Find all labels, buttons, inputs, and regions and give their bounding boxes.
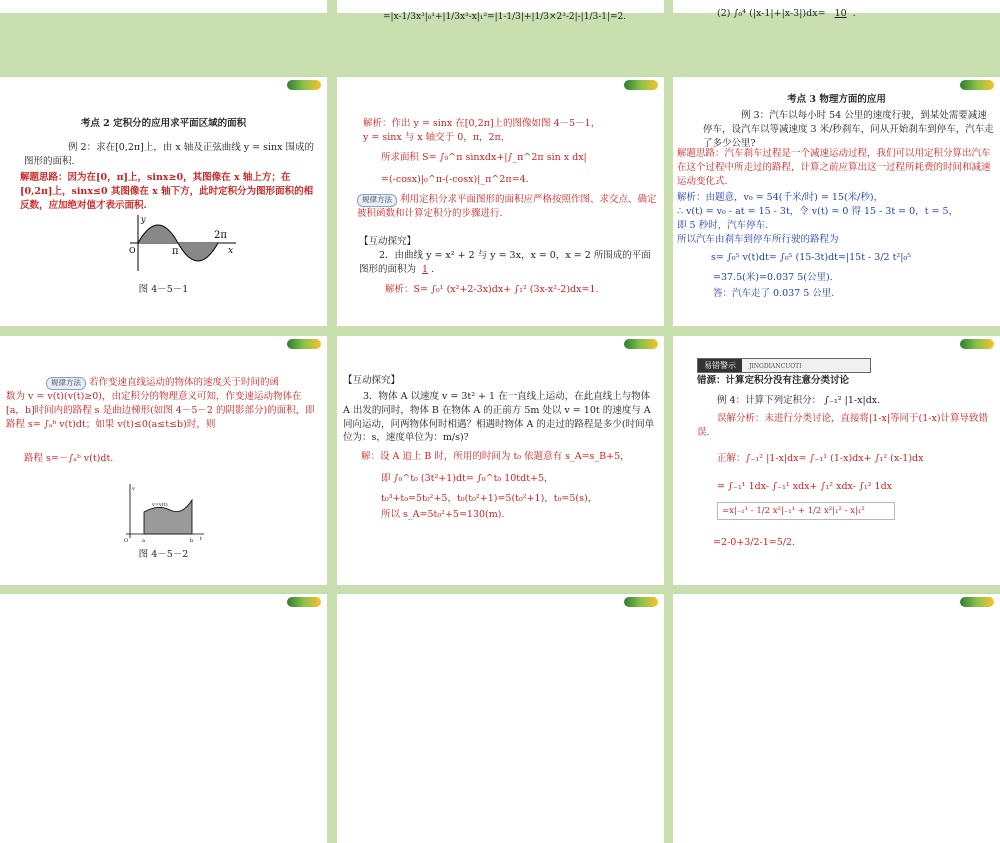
solve-line-2: ∴ v(t) = v₀ - at = 15 - 3t，令 v(t) = 0 得 15 - 3t = 0，t = 5， xyxy=(677,206,959,217)
slide-header-bar xyxy=(337,75,664,93)
solve-line-1: 解析：由题意，v₀ = 54(千米/时) = 15(米/秒)， xyxy=(677,192,884,203)
axis-v-label: v xyxy=(132,486,135,492)
analysis-text: 解题思路：汽车刹车过程是一个减速运动过程，我们可以用定积分算出汽车在这个过程中所走过的路程，计算之前应算出这一过程所耗费的时间和减速运动变化式. xyxy=(677,148,991,187)
slide-bottom-right xyxy=(673,592,1000,843)
slide-top-left xyxy=(0,0,327,13)
solve-line-5: s= ∫₀⁵ v(t)dt= ∫₀⁵ (15-3t)dt=|15t - 3/2 t²|₀⁵ xyxy=(711,252,912,263)
slide-3 xyxy=(673,75,1000,326)
method-line-1: 若作变速直线运动的物体的速度关于时间的函 xyxy=(89,377,280,388)
logo-icon xyxy=(287,80,321,90)
slide-header-bar xyxy=(673,334,1000,352)
question-text: 3．物体 A 以速度 v = 3t² + 1 在一直线上运动，在此直线上与物体 A 出发的同时，物体 B 在物体 A 的正前方 5m 处以 v = 10t 的速度与 A 同向运动，问两物体何时相遇？相遇时物体 A 的走过的路程是多少(时间单位为：s，速度单位为：m/s)? xyxy=(343,391,655,444)
example-text: 例 2：求在[0,2π]上，由 x 轴及正弦曲线 y = sinx 围成的图形的面积. xyxy=(24,142,315,167)
slide-header-bar xyxy=(673,75,1000,93)
method-tag: 规律方法 xyxy=(46,377,86,390)
method-text: 利用定积分求平面图形的面积应严格按照作图、求交点、确定被积函数和计算定积分的步骤进行. xyxy=(357,194,657,219)
solve-line-4: =(-cosx)|₀^π-(-cosx)|_π^2π=4. xyxy=(381,174,529,185)
slide-6 xyxy=(673,334,1000,585)
interact-blank: 1 xyxy=(422,263,429,275)
slide-header-bar xyxy=(337,592,664,610)
right-line-2: = ∫₋₁¹ 1dx- ∫₋₁¹ xdx+ ∫₁² xdx- ∫₁² 1dx xyxy=(717,481,893,492)
logo-icon xyxy=(960,339,994,349)
slide-1 xyxy=(0,75,327,326)
slide-header-bar xyxy=(0,75,327,93)
logo-icon xyxy=(624,80,658,90)
slide-bottom-middle xyxy=(337,592,664,843)
solve-line-6: =37.5(米)=0.037 5(公里). xyxy=(713,272,833,283)
slide-5 xyxy=(337,334,664,585)
logo-icon xyxy=(287,597,321,607)
interact-title: 【互动探究】 xyxy=(359,236,417,247)
slide-title: 考点 2 定积分的应用求平面区域的面积 xyxy=(80,118,247,129)
slide-header-bar xyxy=(0,592,327,610)
interact-question: 2．由曲线 y = x² + 2 与 y = 3x，x = 0，x = 2 所围成的平面图形的面积为 1 . xyxy=(359,250,651,275)
analysis-text: 解题思路：因为在[0，π]上，sinx≥0，其图像在 x 轴上方；在[0,2π]上，sinx≤0 其图像在 x 轴下方，此时定积分为图形面积的相反数，应加绝对值才表示面积. xyxy=(20,172,314,211)
solve-line-1: 解析：作出 y = sinx 在[0,2π]上的图像如图 4－5－1， xyxy=(363,118,601,129)
slide-bottom-left xyxy=(0,592,327,843)
axis-2pi-label: 2π xyxy=(214,230,227,241)
method-block xyxy=(357,193,658,221)
interact-answer: 解析：S= ∫₀¹ (x²+2-3x)dx+ ∫₁² (3x-x²-2)dx=1. xyxy=(385,284,599,295)
interact-title: 【互动探究】 xyxy=(343,375,401,386)
axis-pi-label: π xyxy=(172,246,179,257)
slide-4 xyxy=(0,334,327,585)
graph-curve-label: v=v(t) xyxy=(152,502,168,508)
logo-icon xyxy=(624,339,658,349)
error-banner-sub: JINGDIANCUOTI xyxy=(749,363,802,370)
top-middle-equation: =|x-1/3x³|₀¹+|1/3x³-x|₁²=|1-1/3|+|1/3×2³-2|-|1/3-1|=2. xyxy=(383,12,627,22)
solve-line-4: 所以汽车由刹车到停车所行驶的路程为 xyxy=(677,234,839,245)
axis-o-label: O xyxy=(124,538,129,544)
slide-header-bar xyxy=(673,592,1000,610)
logo-icon xyxy=(960,80,994,90)
logo-icon xyxy=(624,597,658,607)
sine-graph xyxy=(116,213,238,273)
error-banner xyxy=(697,358,871,373)
method-block xyxy=(46,376,319,390)
answer-line-1: 解：设 A 追上 B 时，所用的时间为 t₀ 依题意有 s_A=s_B+5， xyxy=(361,451,630,462)
answer-line-4: 所以 s_A=5t₀²+5=130(m). xyxy=(381,509,505,520)
solve-line-2: y = sinx 与 x 轴交于 0，π，2π， xyxy=(363,132,511,143)
right-line-4: =2-0+3/2-1=5/2. xyxy=(713,537,796,548)
axis-b-label: b xyxy=(190,538,194,544)
figure-caption: 图 4－5－2 xyxy=(138,549,189,560)
right-line-1: 正解：∫₋₁² |1-x|dx= ∫₋₁¹ (1-x)dx+ ∫₁² (x-1)dx xyxy=(717,453,924,464)
wrong-analysis: 误解分析：未进行分类讨论，直接将|1-x|等同于(1-x)计算导致错误. xyxy=(697,413,989,438)
answer-text: 答：汽车走了 0.037 5 公里. xyxy=(713,288,835,299)
slide-title: 考点 3 物理方面的应用 xyxy=(787,94,886,105)
axis-x-label: x xyxy=(228,246,234,256)
answer-line-2: 即 ∫₀^t₀ (3t²+1)dt= ∫₀^t₀ 10tdt+5， xyxy=(381,473,554,484)
axis-o-label: O xyxy=(129,246,136,255)
top-right-answer: 10 xyxy=(834,8,847,19)
answer-line-3: t₀³+t₀=5t₀²+5，t₀(t₀²+1)=5(t₀²+1)，t₀=5(s)， xyxy=(381,493,598,504)
slide-top-middle xyxy=(337,0,664,22)
axis-t-label: t xyxy=(200,536,203,542)
figure-caption: 图 4－5－1 xyxy=(138,284,189,295)
solve-line-3: 所求面积 S= ∫₀^π sinxdx+|∫_π^2π sin x dx| xyxy=(381,152,587,163)
slide-header-bar xyxy=(0,334,327,352)
example-text: 例 3：汽车以每小时 54 公里的速度行驶，到某处需要减速停车，设汽车以等减速度 3 米/秒刹车，问从开始刹车到停车，汽车走了多少公里? xyxy=(703,110,994,149)
axis-a-label: a xyxy=(142,538,145,544)
solve-line-3: 即 5 秒时，汽车停车. xyxy=(677,220,769,231)
slide-header-bar xyxy=(337,334,664,352)
method-tag: 规律方法 xyxy=(357,194,397,207)
slide-top-right xyxy=(673,0,1000,19)
logo-icon xyxy=(287,339,321,349)
method-line-3: 路程 s=－∫ₐᵇ v(t)dt. xyxy=(24,453,114,464)
velocity-graph xyxy=(122,482,206,544)
method-line-2: 数为 v = v(t)(v(t)≥0)，由定积分的物理意义可知，作变速运动物体在[a，b]时间内的路程 s 是曲边梯形(如图 4－5－2 的阴影部分)的面积，即路程 s= ∫ₐᵇ v(t)dt；如果 v(t)≤0(a≤t≤b)时，则 xyxy=(6,391,315,430)
error-banner-label: 易错警示 xyxy=(698,359,742,372)
slide-2 xyxy=(337,75,664,326)
axis-y-label: y xyxy=(141,215,146,224)
error-source-title: 错源：计算定积分没有注意分类讨论 xyxy=(697,375,850,386)
right-line-3: =x|₋₁¹ - 1/2 x²|₋₁¹ + 1/2 x²|₁² - x|₁² xyxy=(717,502,895,520)
example-text: 例 4：计算下列定积分： ∫₋₁² |1-x|dx. xyxy=(717,395,881,406)
logo-icon xyxy=(960,597,994,607)
top-right-equation: (2) ∫₀⁴ (|x-1|+|x-3|)dx= 10 . xyxy=(717,8,856,19)
